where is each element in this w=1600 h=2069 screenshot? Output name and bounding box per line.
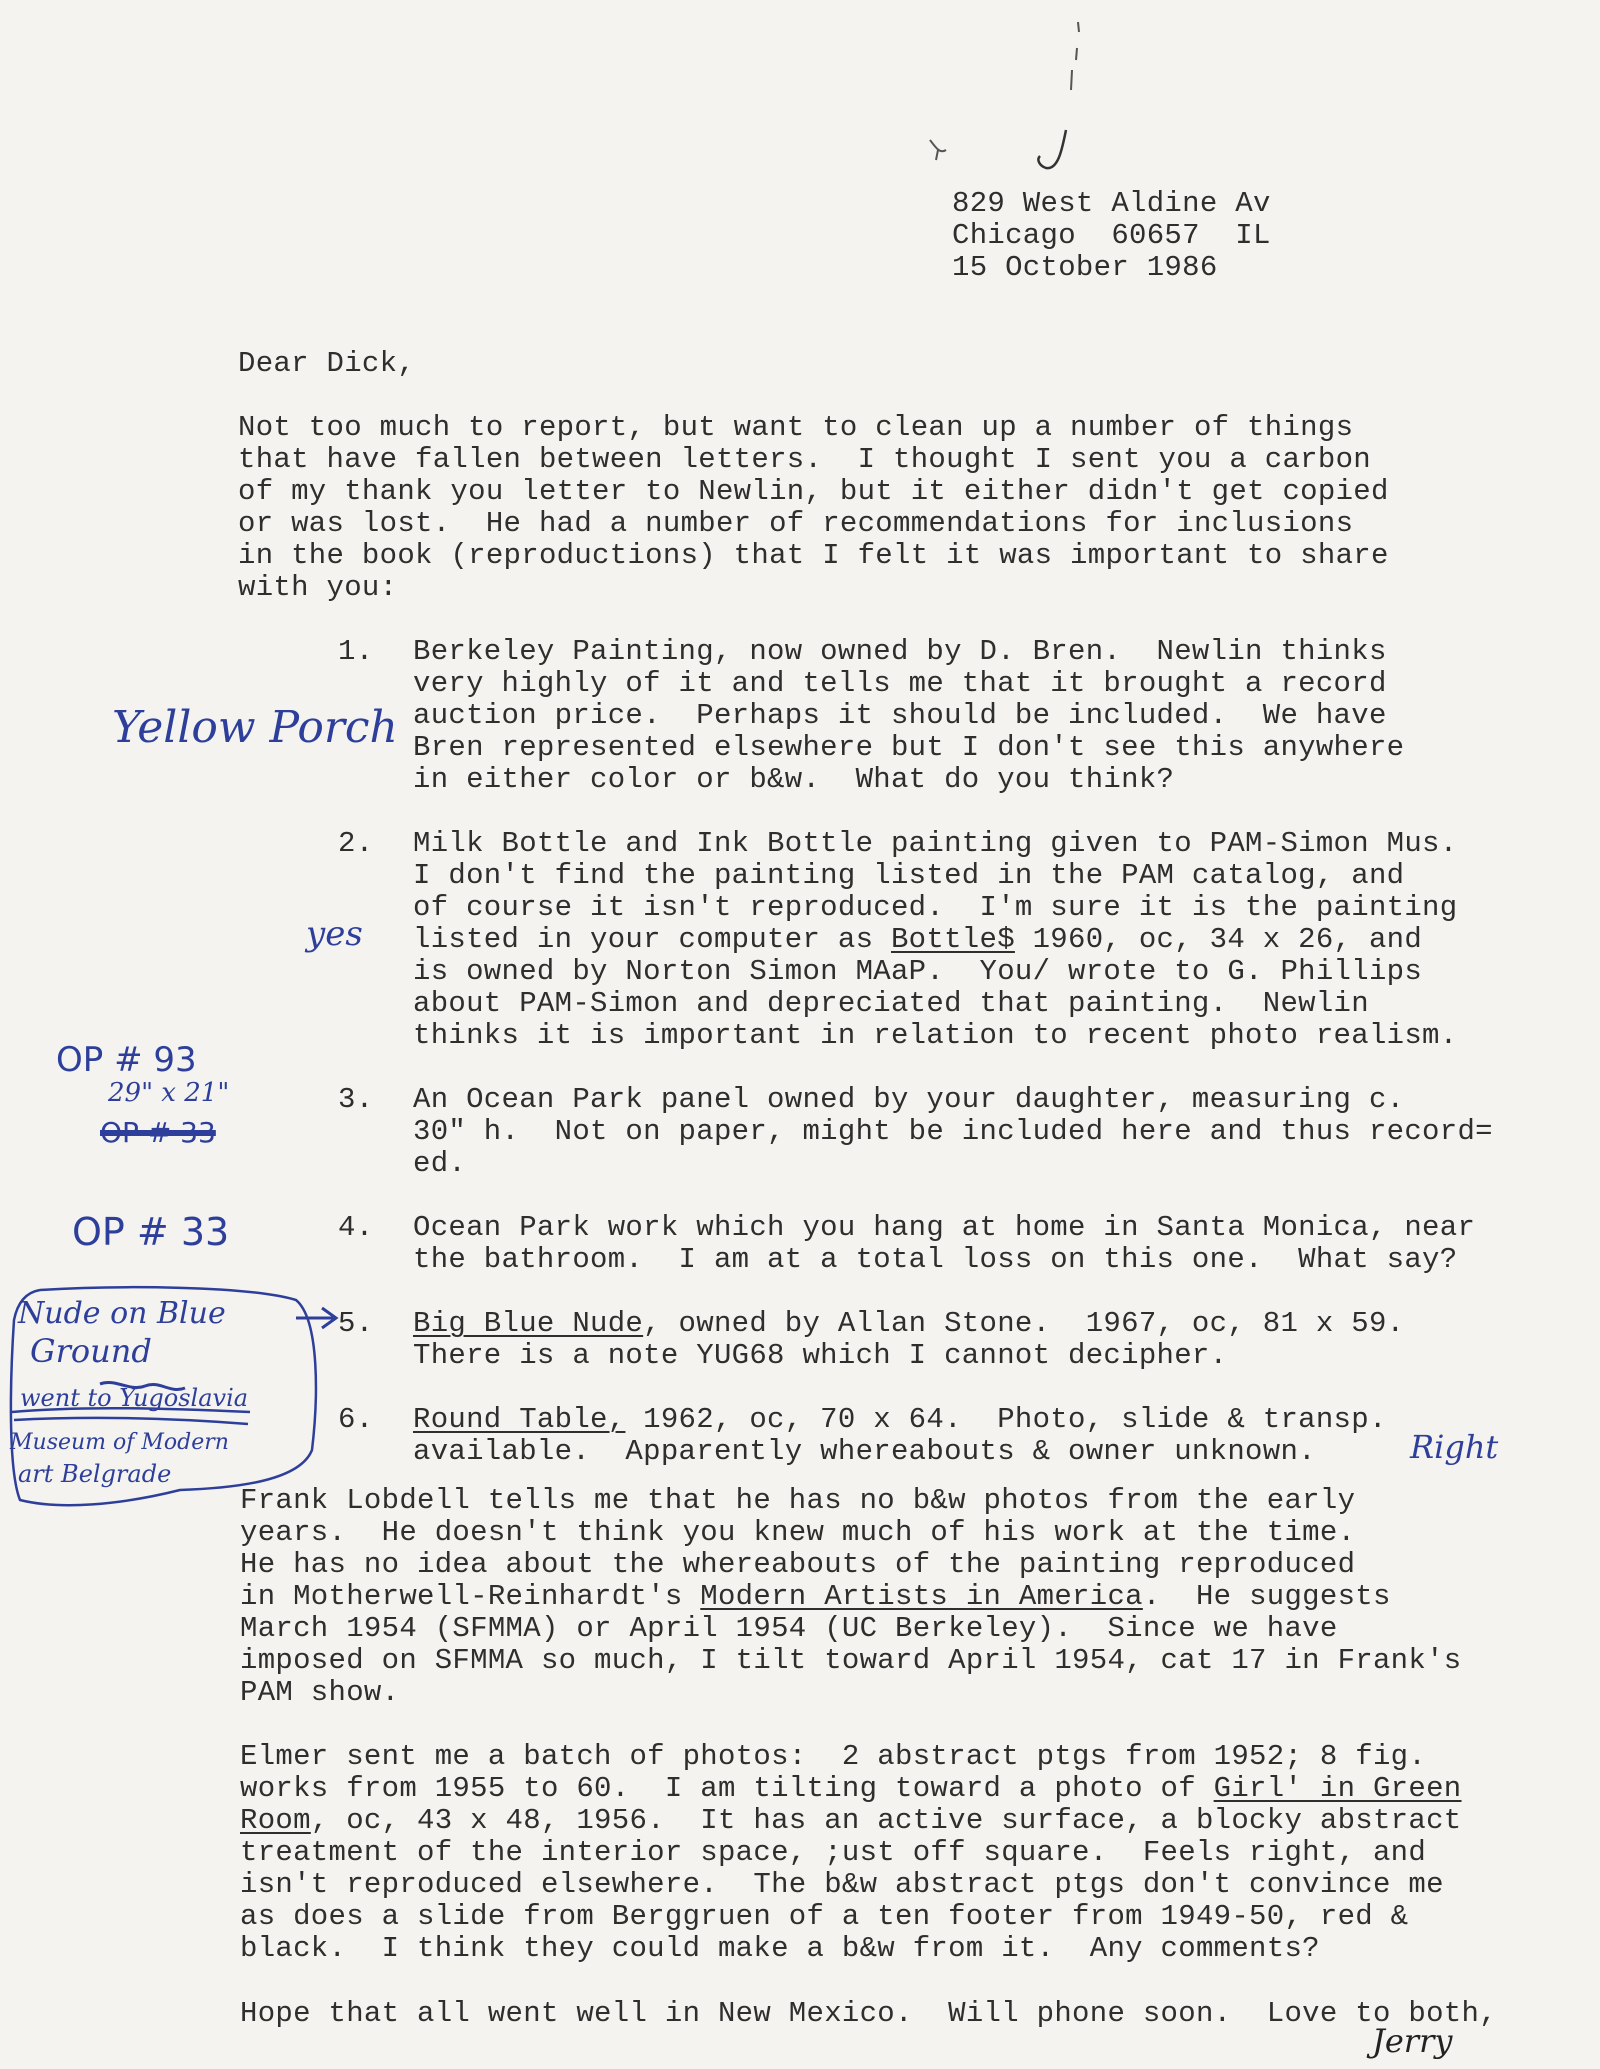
item-2-line-4-pre: listed in your computer as: [413, 923, 891, 956]
item-1-line-1: Berkeley Painting, now owned by D. Bren. Newlin thinks: [413, 635, 1387, 668]
annotation-right: Right: [1410, 1428, 1499, 1466]
annotation-op93: OP # 93: [56, 1040, 197, 1080]
intro-line-1: Not too much to report, but want to clean up a number of things: [238, 411, 1354, 444]
item-5-line-2: There is a note YUG68 which I cannot decipher.: [413, 1339, 1228, 1372]
frank-line-4-post: . He suggests: [1142, 1580, 1391, 1613]
item-2-line-5: is owned by Norton Simon MAaP. You/ wrote to G. Phillips: [413, 955, 1423, 988]
elmer-line-2-pre: works from 1955 to 60. I am tilting toward a photo of: [240, 1772, 1214, 1805]
item-5-line-1: [413, 1308, 1404, 1340]
elmer-line-6: as does a slide from Berggruen of a ten footer from 1949-50, red &: [240, 1900, 1409, 1933]
frank-line-1: Frank Lobdell tells me that he has no b&w photos from the early: [240, 1484, 1356, 1517]
item-2-line-1: Milk Bottle and Ink Bottle painting given to PAM-Simon Mus.: [413, 827, 1458, 860]
intro-line-6: with you:: [238, 571, 398, 604]
elmer-title-part-2: Room: [240, 1804, 311, 1837]
elmer-line-5: isn't reproduced elsewhere. The b&w abstract ptgs don't convince me: [240, 1868, 1444, 1901]
item-5-line-1-rest: , owned by Allan Stone. 1967, oc, 81 x 59.: [643, 1307, 1405, 1340]
closing-line: Hope that all went well in New Mexico. Will phone soon. Love to both,: [240, 1997, 1497, 2030]
intro-line-2: that have fallen between letters. I thought I sent you a carbon: [238, 443, 1371, 476]
item-1-line-3: auction price. Perhaps it should be included. We have: [413, 699, 1387, 732]
frank-line-7: PAM show.: [240, 1676, 400, 1709]
annotation-yes: yes: [306, 914, 363, 954]
item-2-line-2: I don't find the painting listed in the PAM catalog, and: [413, 859, 1405, 892]
annotation-nude-line-1: Nude on Blue: [18, 1296, 226, 1331]
annotation-nude-line-3: went to Yugoslavia: [20, 1384, 249, 1412]
annotation-nude-line-5: art Belgrade: [18, 1460, 172, 1488]
item-6-number: 6.: [338, 1403, 374, 1436]
salutation: Dear Dick,: [238, 347, 416, 380]
item-4-line-1: Ocean Park work which you hang at home in Santa Monica, near: [413, 1211, 1476, 1244]
pencil-mark-1: [1071, 22, 1079, 90]
intro-line-4: or was lost. He had a number of recommendations for inclusions: [238, 507, 1354, 540]
frank-line-6: imposed on SFMMA so much, I tilt toward April 1954, cat 17 in Frank's: [240, 1644, 1462, 1677]
item-3-line-2: 30" h. Not on paper, might be included here and thus record=: [413, 1115, 1493, 1148]
item-3-number: 3.: [338, 1083, 374, 1116]
frank-line-4: [240, 1581, 1391, 1613]
item-2-title-bottles: Bottle$: [890, 923, 1015, 956]
elmer-line-3-post: , oc, 43 x 48, 1956. It has an active surface, a blocky abstract: [310, 1804, 1462, 1837]
intro-line-5: in the book (reproductions) that I felt it was important to share: [238, 539, 1389, 572]
elmer-line-1: Elmer sent me a batch of photos: 2 abstract ptgs from 1952; 8 fig.: [240, 1740, 1427, 1773]
frank-line-2: years. He doesn't think you knew much of his work at the time.: [240, 1516, 1356, 1549]
frank-book-title: Modern Artists in America: [700, 1580, 1143, 1613]
frank-line-4-pre: in Motherwell-Reinhardt's: [240, 1580, 701, 1613]
item-2-line-7: thinks it is important in relation to recent photo realism.: [413, 1019, 1458, 1052]
item-2-line-4-post: 1960, oc, 34 x 26, and: [1014, 923, 1423, 956]
address-line-2: Chicago 60657 IL: [952, 219, 1271, 252]
annotation-dimensions: 29" x 21": [108, 1078, 230, 1108]
pencil-mark-3: [930, 140, 946, 160]
item-1-line-4: Bren represented elsewhere but I don't see this anywhere: [413, 731, 1405, 764]
frank-line-3: He has no idea about the whereabouts of the painting reproduced: [240, 1548, 1356, 1581]
item-1-line-5: in either color or b&w. What do you think?: [413, 763, 1175, 796]
annotation-nude-line-2: Ground: [30, 1332, 152, 1370]
frank-line-5: March 1954 (SFMMA) or April 1954 (UC Berkeley). Since we have: [240, 1612, 1338, 1645]
item-4-number: 4.: [338, 1211, 374, 1244]
item-1-line-2: very highly of it and tells me that it brought a record: [413, 667, 1387, 700]
item-4-line-2: the bathroom. I am at a total loss on this one. What say?: [413, 1243, 1458, 1276]
item-2-line-3: of course it isn't reproduced. I'm sure it is the painting: [413, 891, 1458, 924]
intro-line-3: of my thank you letter to Newlin, but it either didn't get copied: [238, 475, 1389, 508]
item-6-line-1-rest: 1962, oc, 70 x 64. Photo, slide & transp.: [625, 1403, 1387, 1436]
item-2-line-6: about PAM-Simon and depreciated that painting. Newlin: [413, 987, 1369, 1020]
elmer-line-7: black. I think they could make a b&w from it. Any comments?: [240, 1932, 1320, 1965]
item-1-number: 1.: [338, 635, 374, 668]
address-line-1: 829 West Aldine Av: [952, 187, 1271, 220]
item-5-title-struck: Big Blue Nude: [413, 1307, 644, 1340]
annotation-nude-line-4: Museum of Modern: [10, 1430, 229, 1455]
letter-date: 15 October 1986: [952, 251, 1218, 284]
elmer-title-part-1: Girl' in Green: [1213, 1772, 1462, 1805]
item-2-number: 2.: [338, 827, 374, 860]
pencil-mark-2: [1038, 130, 1066, 168]
item-2-line-4: [413, 924, 1422, 956]
elmer-line-3: [240, 1805, 1462, 1837]
annotation-op33: OP # 33: [72, 1210, 230, 1254]
annotation-op33-struck: OP # 33: [100, 1116, 216, 1149]
item-6-line-1: [413, 1404, 1387, 1436]
item-6-title: Round Table,: [413, 1403, 626, 1436]
elmer-line-2: [240, 1773, 1462, 1805]
item-3-line-1: An Ocean Park panel owned by your daughter, measuring c.: [413, 1083, 1405, 1116]
arrow-icon: [296, 1308, 336, 1328]
item-5-number: 5.: [338, 1307, 374, 1340]
elmer-line-4: treatment of the interior space, ;ust off square. Feels right, and: [240, 1836, 1427, 1869]
annotation-yellow-porch: Yellow Porch: [112, 702, 398, 753]
item-3-line-3: ed.: [413, 1147, 467, 1180]
signature: Jerry: [1372, 2022, 1453, 2060]
item-6-line-2: available. Apparently whereabouts & owner unknown.: [413, 1435, 1316, 1468]
